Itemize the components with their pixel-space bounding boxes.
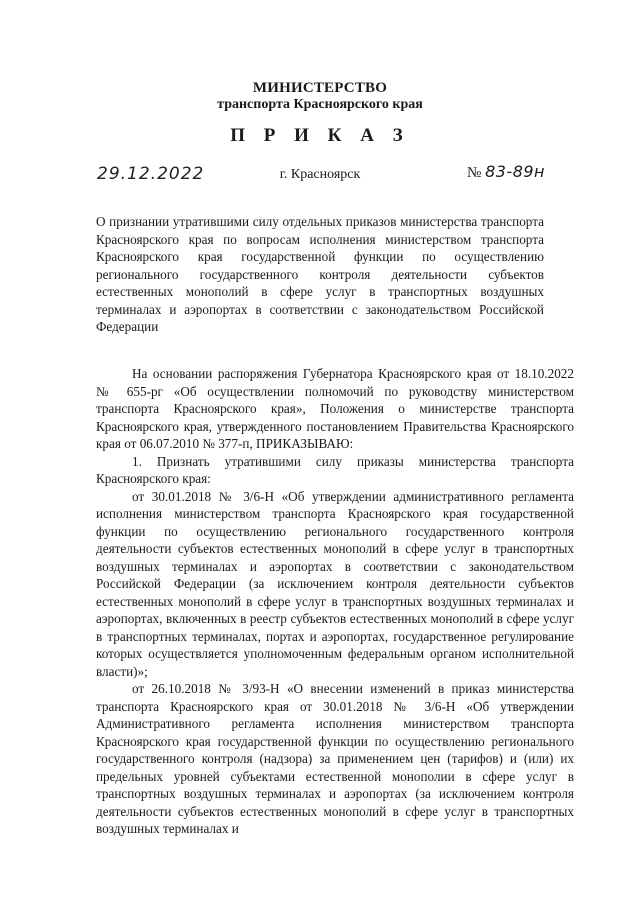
order-number-value: 83-89н xyxy=(485,162,546,181)
order-body xyxy=(96,365,574,838)
order-date: 29.12.2022 xyxy=(97,164,205,184)
order-number xyxy=(467,162,545,183)
body-preamble: На основании распоряжения Губернатора Красноярского края от 18.10.2022 № 655-рг «Об осуществлении полномочий по руководству министерством транспорта Красноярского края», Положения о министерстве транспорта Красноярского края, утвержденного постановлением Правительства Красноярского края от 06.07.2010 № 377-п, ПРИКАЗЫВАЮ: xyxy=(96,366,574,451)
order-number-prefix: № xyxy=(467,165,482,181)
body-item-1: 1. Признать утратившими силу приказы министерства транспорта Красноярского края: xyxy=(96,453,574,486)
ministry-heading: МИНИСТЕРСТВО xyxy=(252,80,388,96)
ministry-subheading: транспорта Красноярского края xyxy=(217,97,423,112)
order-subject: О признании утратившими силу отдельных приказов министерства транспорта Красноярского края по вопросам исполнения министерством транспорта Красноярского края государственной функции по осуществлению регионального государственного контроля деятельности субъектов естественных монополий в сфере услуг в транспортных воздушных терминалах и аэропортах в соответствии с законодательством Российской Федерации xyxy=(96,214,544,334)
body-subitem-2: от 26.10.2018 № 3/93-Н «О внесении изменений в приказ министерства транспорта Красноярского края от 30.01.2018 № 3/6-Н «Об утверждении Административного регламента исполнения министерством транспорта Красноярского края государственной функции по осуществлению регионального государственного контроля (надзора) за применением цен (тарифов) и (или) их предельных уровней субъектами естественной монополии в сфере услуг в транспортных воздушных терминалах и аэропортах (за исключением контроля деятельности субъектов естественных монополий в сфере услуг в транспортных воздушных терминалах и xyxy=(96,681,574,836)
document-type-title: П Р И К А З xyxy=(230,125,410,146)
body-subitem-1: от 30.01.2018 № 3/6-Н «Об утверждении административного регламента исполнения министерством транспорта Красноярского края государственной функции по осуществлению регионального государственного контроля деятельности субъектов естественных монополий в сфере услуг в транспортных воздушных терминалах и аэропортах в соответствии с законодательством Российской Федерации (за исключением контроля деятельности субъектов естественных монополий в сфере услуг в транспортных воздушных терминалах и аэропортах, включенных в реестр субъектов естественных монополий в сфере услуг в транспортных терминалах, портах и аэропортах, государственное регулирование которых осуществляется уполномоченным федеральным органом исполнительной власти)»; xyxy=(96,488,574,679)
order-city: г. Красноярск xyxy=(279,167,361,182)
